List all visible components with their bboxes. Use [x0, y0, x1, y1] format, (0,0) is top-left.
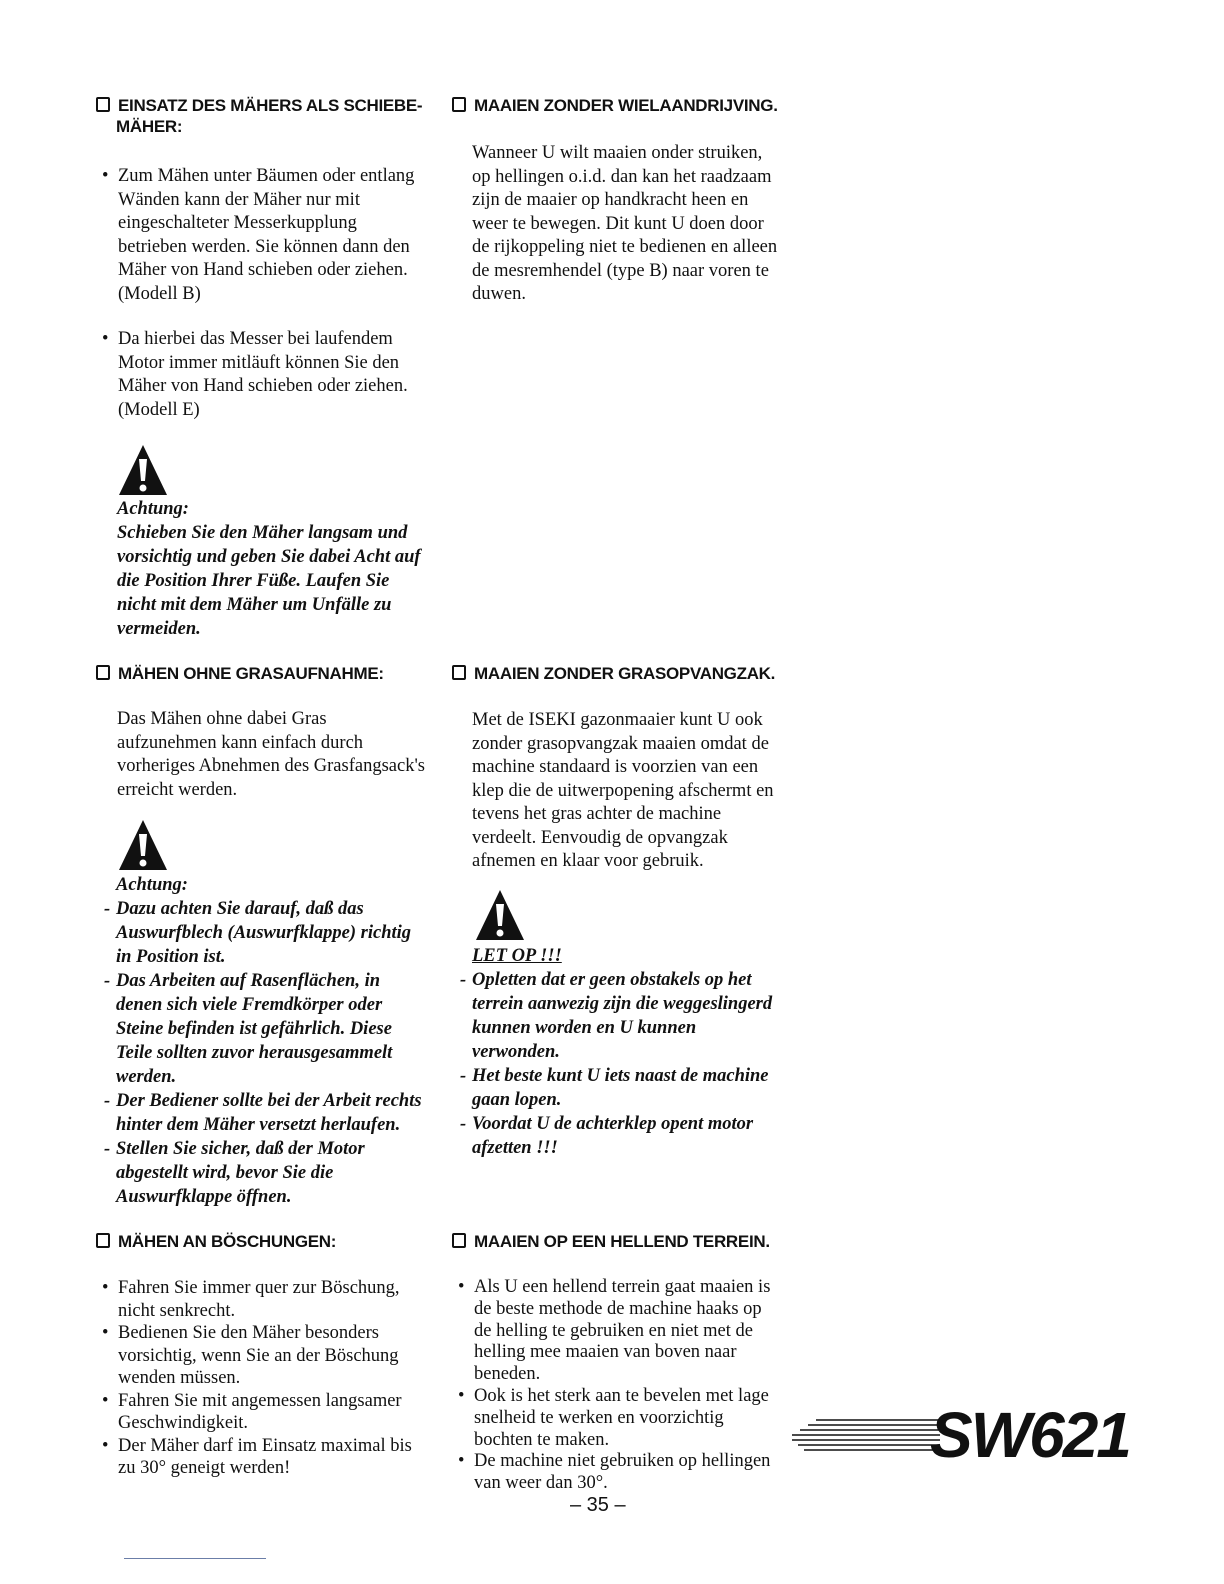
speed-lines-graphic — [790, 1398, 940, 1470]
warning-label: Achtung: — [116, 875, 188, 895]
list-item: - Dazu achten Sie darauf, daß das Auswurfblech (Auswurfklappe) richtig in Position ist. — [104, 897, 428, 969]
list-item: • De machine niet gebruiken op hellingen van weer dan 30°. — [458, 1451, 780, 1495]
list-item: • Ook is het sterk aan te bevelen met lage snelheid te werken en voorzichtig bochten te maken. — [458, 1386, 780, 1451]
checkbox-icon — [96, 665, 110, 680]
warning-triangle-icon — [474, 887, 526, 943]
list-item: - Voordat U de achterklep opent motor afzetten !!! — [460, 1112, 780, 1160]
warning-triangle-icon — [117, 817, 169, 873]
warning-label: Achtung: — [117, 499, 189, 519]
nl-section-grasopvangzak-heading: MAAIEN ZONDER GRASOPVANGZAK. — [452, 663, 792, 684]
checkbox-icon — [452, 1233, 466, 1248]
nl-section-wielaandrijving-heading: MAAIEN ZONDER WIELAANDRIJVING. — [452, 95, 792, 116]
list-item: • Als U een hellend terrein gaat maaien is de beste methode de machine haaks op de helling te gebruiken en niet met de helling mee maaien van boven naar beneden. — [458, 1277, 780, 1386]
checkbox-icon — [452, 97, 466, 112]
checkbox-icon — [96, 97, 110, 112]
list-item: • Fahren Sie mit angemessen langsamer Geschwindigkeit. — [102, 1390, 428, 1435]
de-section-schiebemaeher — [96, 95, 428, 137]
sw621-logo — [790, 1398, 1142, 1470]
warning-list — [104, 897, 428, 1209]
de-warning-2 — [104, 873, 428, 1209]
nl-wielaandrijving-text: Wanneer U wilt maaien onder struiken, op hellingen o.i.d. dan kan het raadzaam zijn de maaier op handkracht heen en weer te bewegen. Dit kunt U doen door de rijkoppeling niet te bedienen en alleen de mesremhendel (type B) naar voren te duwen. — [472, 143, 778, 304]
de-section-boeschungen-heading: MÄHEN AN BÖSCHUNGEN: — [96, 1231, 428, 1252]
list-item: - Opletten dat er geen obstakels op het terrein aanwezig zijn die weggeslingerd kunnen worden en U kunnen verwonden. — [460, 968, 780, 1064]
list-item: • Bedienen Sie den Mäher besonders vorsichtig, wenn Sie an der Böschung wenden müssen. — [102, 1322, 428, 1390]
list-item: - Der Bediener sollte bei der Arbeit rechts hinter dem Mäher versetzt herlaufen. — [104, 1089, 428, 1137]
bottom-rule — [124, 1558, 266, 1559]
logo-text: SW621 — [930, 1399, 1130, 1471]
section-heading: EINSATZ DES MÄHERS ALS SCHIEBE- MÄHER: — [96, 95, 428, 137]
warning-list — [460, 968, 780, 1160]
checkbox-icon — [96, 1233, 110, 1248]
list-item: - Het beste kunt U iets naast de machine gaan lopen. — [460, 1064, 780, 1112]
nl-warning — [460, 944, 780, 1160]
de-boeschungen-list — [102, 1277, 428, 1480]
checkbox-icon — [452, 665, 466, 680]
warning-label: LET OP !!! — [472, 946, 562, 966]
warning-triangle-icon — [117, 442, 169, 498]
de-bullet-list — [102, 165, 428, 422]
de-grasaufnahme-text: Das Mähen ohne dabei Gras aufzunehmen kann einfach durch vorheriges Abnehmen des Grasfangsack's erreicht werden. — [117, 709, 425, 800]
de-section-grasaufnahme-heading: MÄHEN OHNE GRASAUFNAHME: — [96, 663, 428, 684]
list-item: • Der Mäher darf im Einsatz maximal bis zu 30° geneigt werden! — [102, 1435, 428, 1480]
list-item: • Fahren Sie immer quer zur Böschung, nicht senkrecht. — [102, 1277, 428, 1322]
warning-text: Schieben Sie den Mäher langsam und vorsichtig und geben Sie dabei Acht auf die Position Ihrer Füße. Laufen Sie nicht mit dem Mäher um Unfälle zu vermeiden. — [117, 523, 421, 639]
nl-helling-list — [458, 1277, 780, 1495]
page-number: – 35 – — [570, 1494, 626, 1516]
nl-section-helling-heading: MAAIEN OP EEN HELLEND TERREIN. — [452, 1231, 792, 1252]
de-warning-1 — [117, 497, 429, 641]
nl-grasopvangzak-text: Met de ISEKI gazonmaaier kunt U ook zonder grasopvangzak maaien omdat de machine standaard is voorzien van een klep die de uitwerpopening afschermt en tevens het gras achter de machine verdeelt. Eenvoudig de opvangzak afnemen en klaar voor gebruik. — [472, 710, 774, 871]
list-item: - Stellen Sie sicher, daß der Motor abgestellt wird, bevor Sie die Auswurfklappe öffnen. — [104, 1137, 428, 1209]
list-item: - Das Arbeiten auf Rasenflächen, in denen sich viele Fremdkörper oder Steine befinden ist gefährlich. Diese Teile sollten zuvor herausgesammelt werden. — [104, 969, 428, 1089]
list-item: • Zum Mähen unter Bäumen oder entlang Wänden kann der Mäher nur mit eingeschalteter Messerkupplung betrieben werden. Sie können dann den Mäher von Hand schieben oder ziehen. (Modell B) — [102, 165, 428, 306]
list-item: • Da hierbei das Messer bei laufendem Motor immer mitläuft können Sie den Mäher von Hand schieben oder ziehen. (Modell E) — [102, 328, 428, 422]
